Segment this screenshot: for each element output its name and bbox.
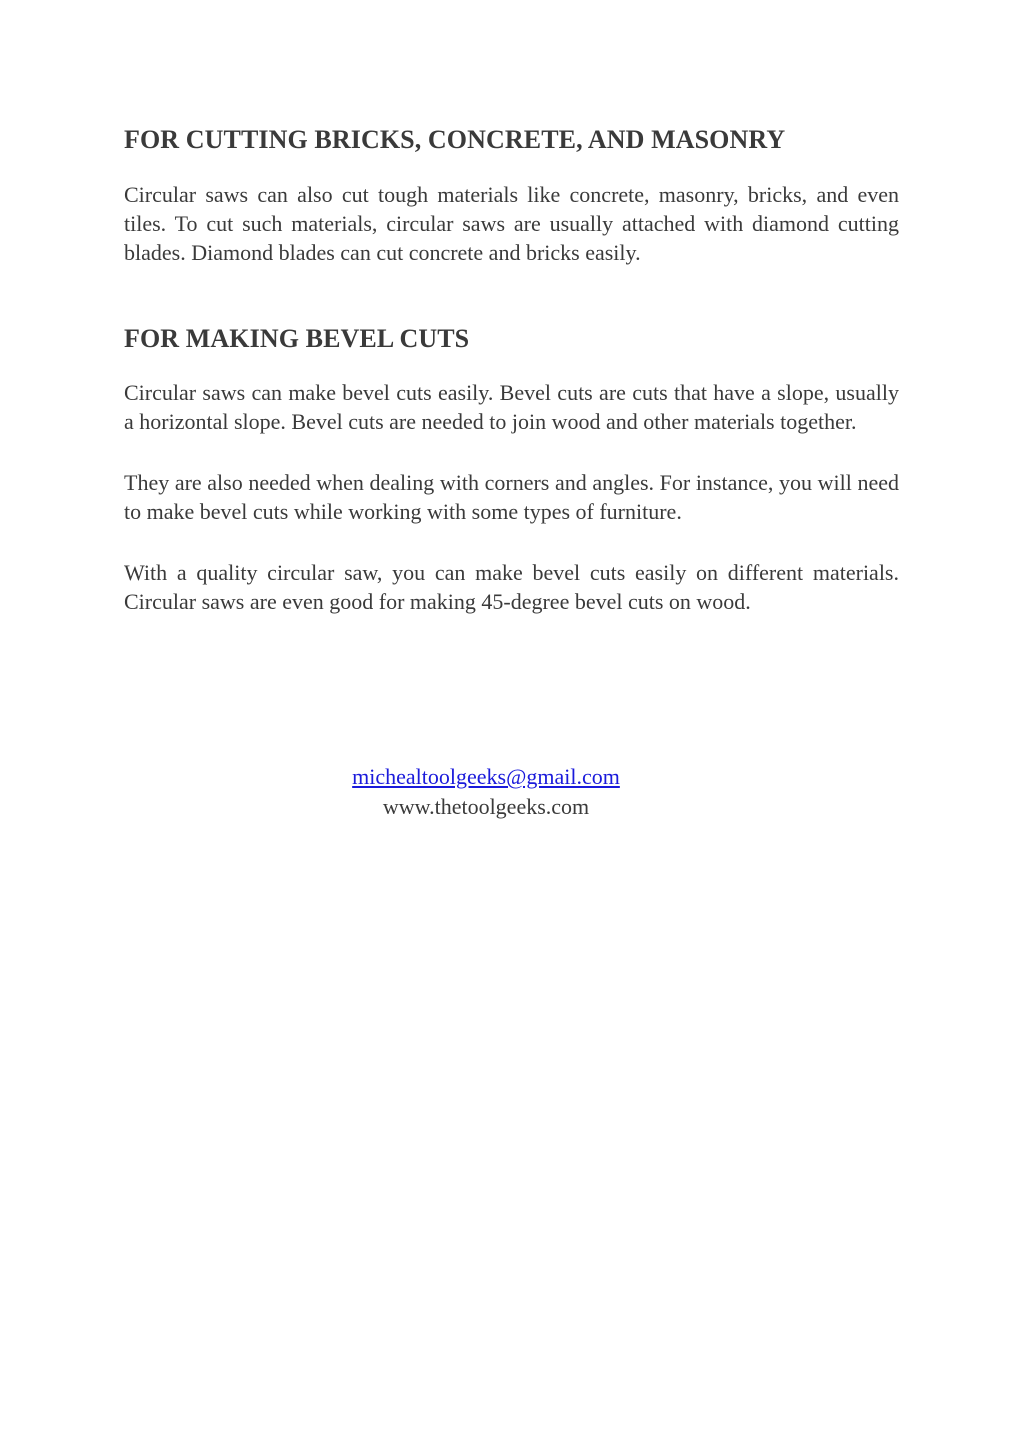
section-heading-bevel-cuts: FOR MAKING BEVEL CUTS <box>124 324 470 353</box>
website-text: www.thetoolgeeks.com <box>382 794 590 819</box>
paragraph-bevel-cuts-corners: They are also needed when dealing with corners and angles. For instance, you will need to make bevel cuts while working with some types of furniture. <box>124 470 899 524</box>
document-body <box>124 122 899 616</box>
paragraph-bevel-cuts-quality-saw: With a quality circular saw, you can make bevel cuts easily on different materials. Circular saws are even good for making 45-degree bevel cuts on wood. <box>124 560 899 614</box>
paragraph-bevel-cuts-intro: Circular saws can make bevel cuts easily. Bevel cuts are cuts that have a slope, usually a horizontal slope. Bevel cuts are needed to join wood and other materials together. <box>124 380 899 434</box>
section-heading-cutting-masonry: FOR CUTTING BRICKS, CONCRETE, AND MASONRY <box>124 125 786 154</box>
contact-footer <box>0 762 972 822</box>
paragraph-cutting-masonry: Circular saws can also cut tough materials like concrete, masonry, bricks, and even tiles. To cut such materials, circular saws are usually attached with diamond cutting blades. Diamond blades can cut concrete and bricks easily. <box>124 182 899 265</box>
email-link[interactable]: michealtoolgeeks@gmail.com <box>352 764 620 789</box>
